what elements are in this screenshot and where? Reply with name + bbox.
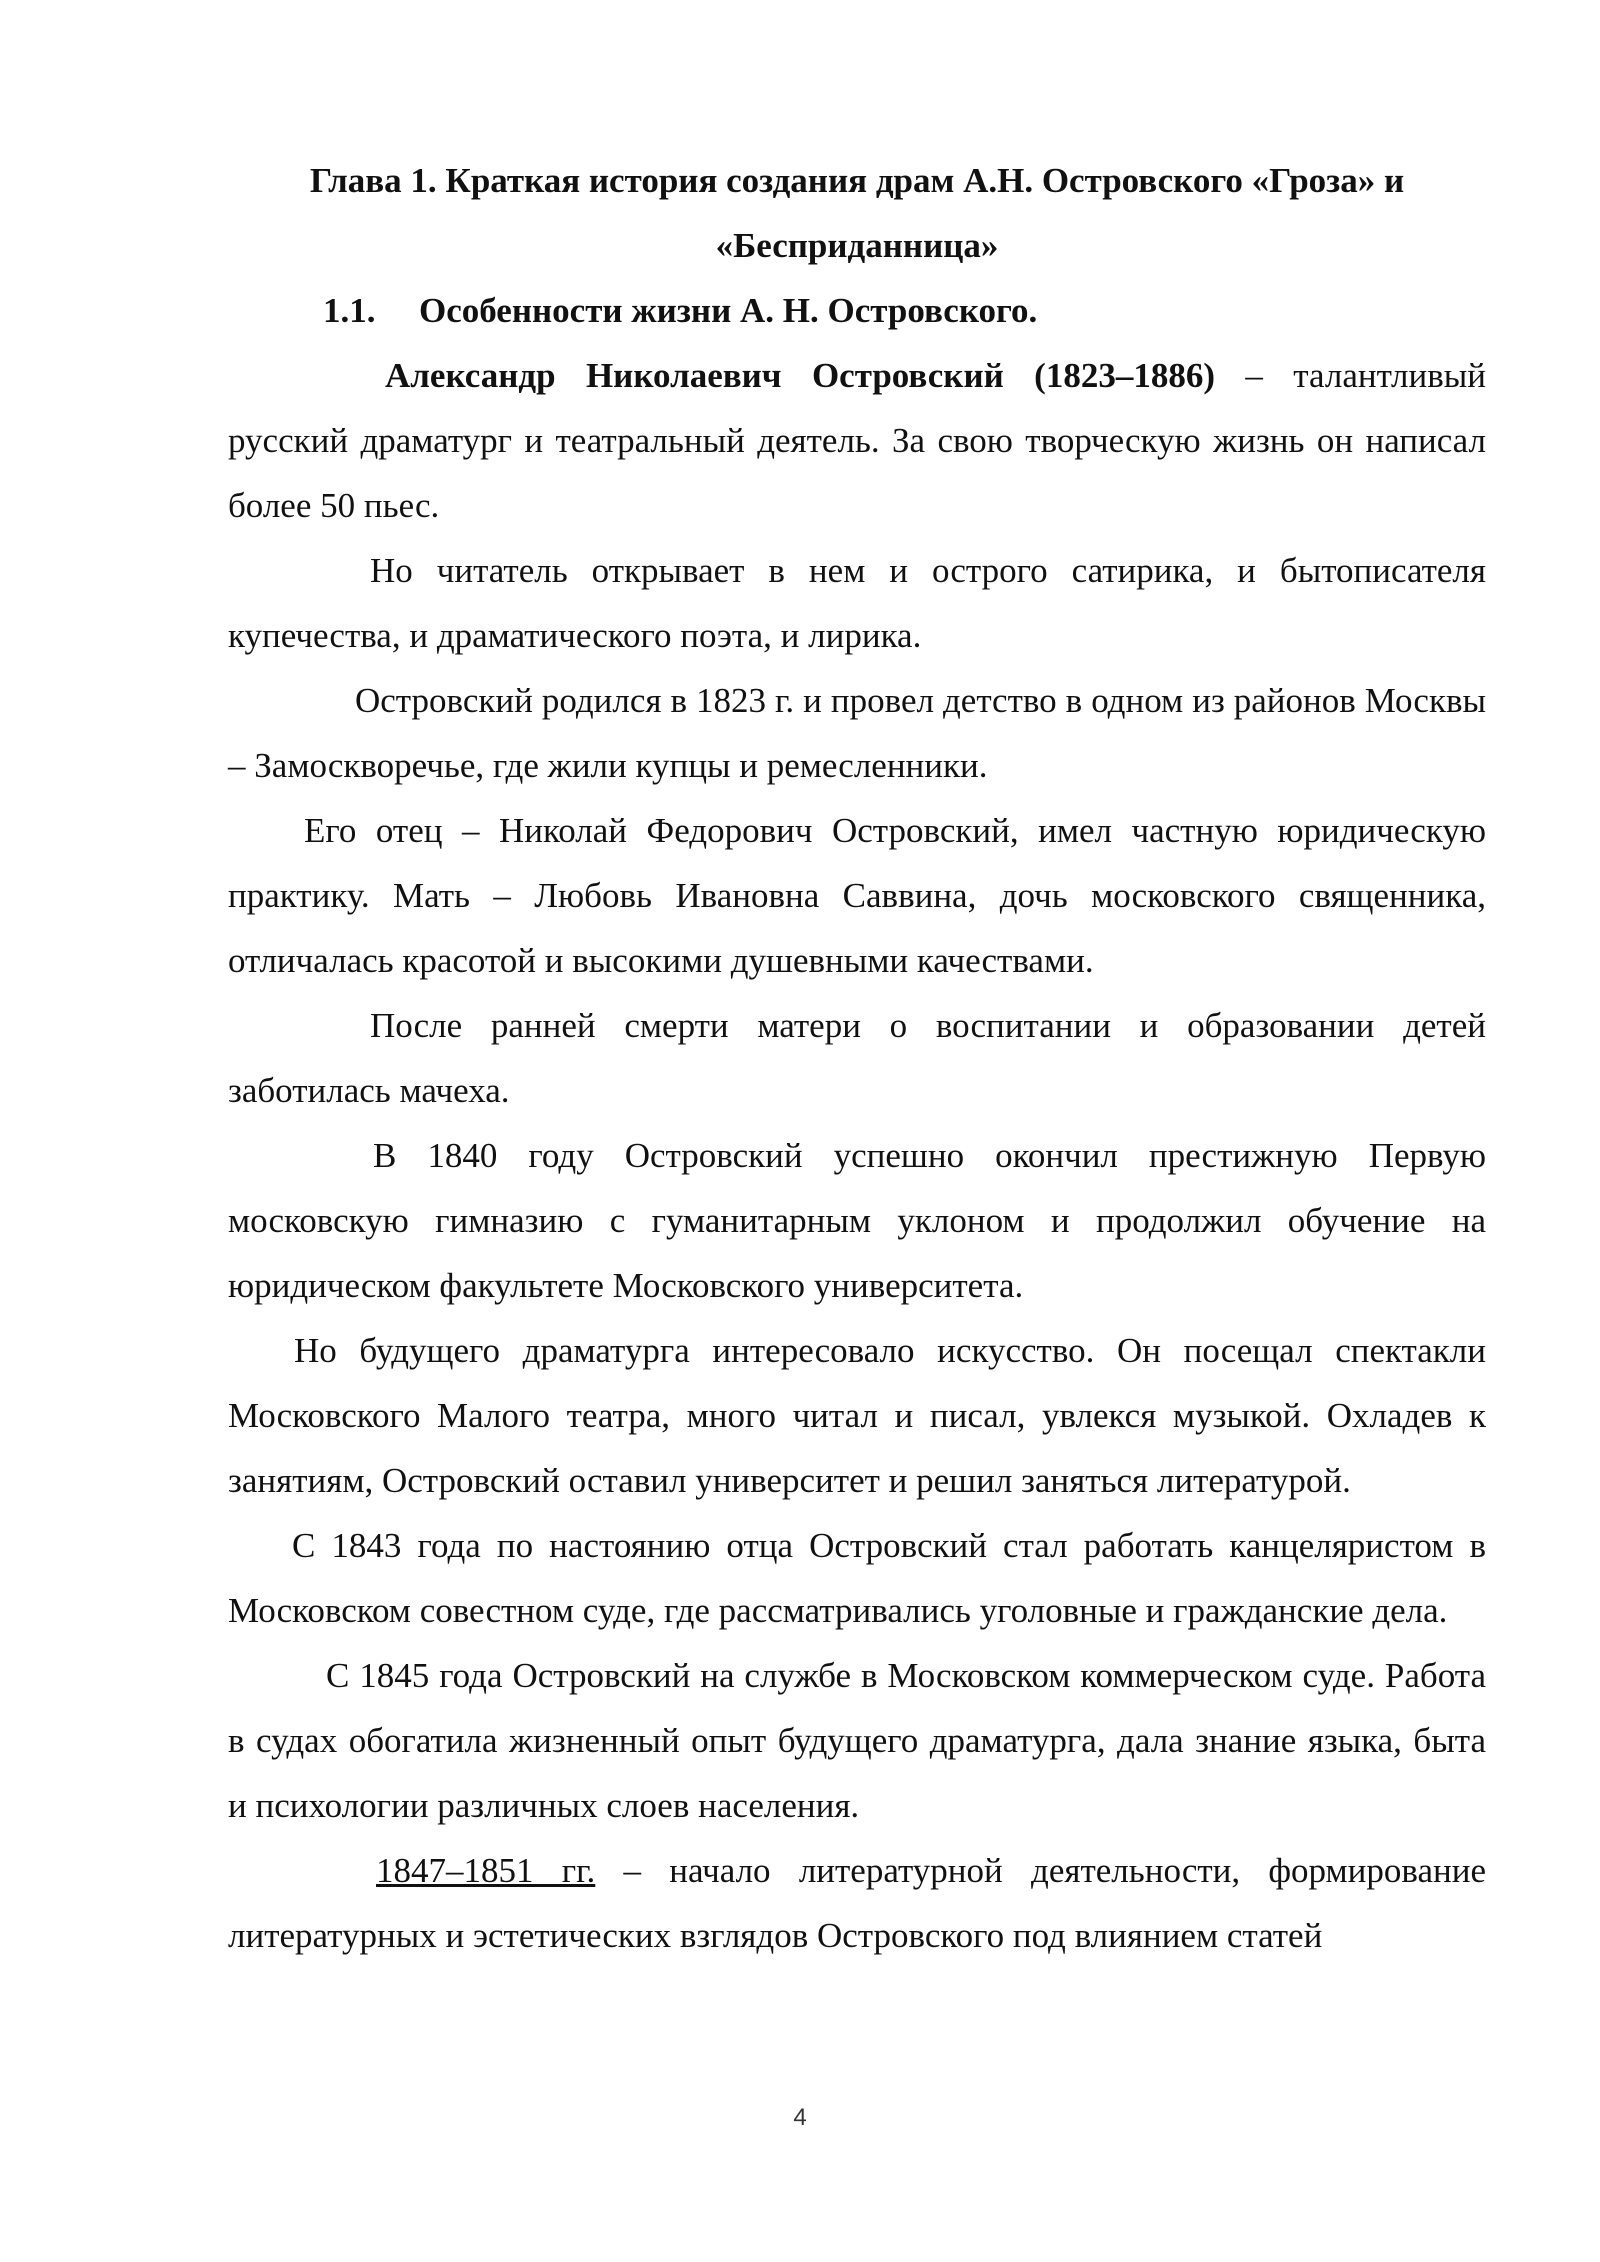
paragraph-text: – талантливый русский драматург и театральный деятель. За свою творческую жизнь он написал более 50 пьес. bbox=[228, 356, 1486, 525]
section-heading bbox=[228, 278, 1486, 343]
paragraph-5 bbox=[228, 993, 1486, 1123]
paragraph-text: Но будущего драматурга интересовало искусство. Он посещал спектакли Московского Малого театра, много читал и писал, увлекся музыкой. Охладев к занятиям, Островский оставил университет и решил заняться литературой. bbox=[228, 1331, 1486, 1500]
paragraph-text: Островский родился в 1823 г. и провел детство в одном из районов Москвы – Замоскворечье, где жили купцы и ремесленники. bbox=[228, 681, 1486, 785]
date-range-underlined: 1847–1851 гг. bbox=[376, 1851, 596, 1890]
paragraph-9 bbox=[228, 1643, 1486, 1838]
paragraph-1 bbox=[228, 343, 1486, 538]
paragraph-text: Его отец – Николай Федорович Островский, имел частную юридическую практику. Мать – Любовь Ивановна Саввина, дочь московского священника, отличалась красотой и высокими душевными качествами. bbox=[228, 811, 1486, 980]
paragraph-7 bbox=[228, 1318, 1486, 1513]
chapter-title: Глава 1. Краткая история создания драм А.Н. Островского «Гроза» и «Бесприданница» bbox=[309, 161, 1405, 265]
paragraph-text: В 1840 году Островский успешно окончил престижную Первую московскую гимназию с гуманитарным уклоном и продолжил обучение на юридическом факультете Московского университета. bbox=[228, 1136, 1486, 1305]
document-body bbox=[228, 148, 1486, 1968]
paragraph-text: После ранней смерти матери о воспитании и образовании детей заботилась мачеха. bbox=[228, 1006, 1486, 1110]
section-title: Особенности жизни А. Н. Островского. bbox=[419, 291, 1038, 330]
paragraph-8 bbox=[228, 1513, 1486, 1643]
paragraph-6 bbox=[228, 1123, 1486, 1318]
page-number: 4 bbox=[793, 2104, 807, 2131]
section-number: 1.1. bbox=[323, 291, 376, 330]
paragraph-2 bbox=[228, 538, 1486, 668]
paragraph-text: С 1843 года по настоянию отца Островский стал работать канцеляристом в Московском совестном суде, где рассматривались уголовные и гражданские дела. bbox=[228, 1526, 1486, 1630]
paragraph-text: – начало литературной деятельности, формирование литературных и эстетических взглядов Островского под влиянием статей bbox=[228, 1851, 1487, 1955]
paragraph-3 bbox=[228, 668, 1486, 798]
paragraph-text: Но читатель открывает в нем и острого сатирика, и бытописателя купечества, и драматического поэта, и лирика. bbox=[228, 551, 1486, 655]
author-name-bold: Александр Николаевич Островский (1823–1886) bbox=[385, 356, 1215, 395]
paragraph-text: С 1845 года Островский на службе в Московском коммерческом суде. Работа в судах обогатила жизненный опыт будущего драматурга, дала знание языка, быта и психологии различных слоев населения. bbox=[228, 1656, 1486, 1825]
paragraph-4 bbox=[228, 798, 1486, 993]
paragraph-10 bbox=[228, 1838, 1486, 1968]
